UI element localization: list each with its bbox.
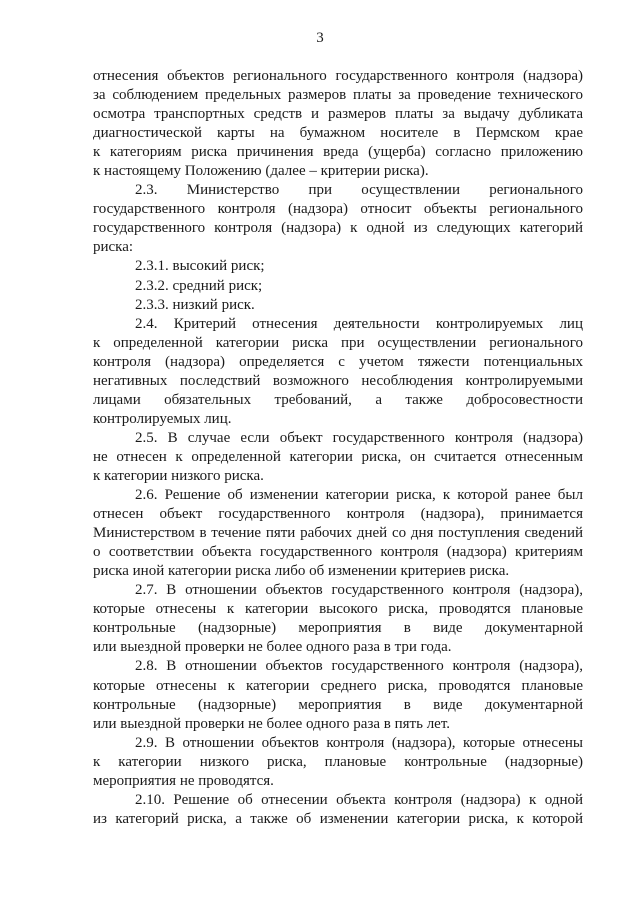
text-line: диагностической карты на бумажном носителе в Пермском крае bbox=[93, 125, 583, 142]
text-line: которые отнесены к категории высокого риска, проводятся плановые bbox=[93, 601, 583, 618]
text-line: мероприятия не проводятся. bbox=[93, 772, 274, 789]
text-line: 2.9. В отношении объектов контроля (надзора), которые отнесены bbox=[135, 734, 583, 751]
text-line: 2.8. В отношении объектов государственного контроля (надзора), bbox=[135, 658, 583, 675]
text-line: отнесения объектов регионального государственного контроля (надзора) bbox=[93, 68, 583, 84]
text-line: 2.5. В случае если объект государственного контроля (надзора) bbox=[135, 429, 583, 446]
text-line: Министерством в течение пяти рабочих дней со дня поступления сведений bbox=[93, 525, 583, 542]
text-line: 2.3.1. высокий риск; bbox=[135, 258, 265, 275]
text-line: 2.10. Решение об отнесении объекта контроля (надзора) к одной bbox=[135, 791, 583, 808]
document-body bbox=[93, 67, 583, 829]
text-line: из категорий риска, а также об изменении категории риска, к которой bbox=[93, 810, 583, 827]
text-line: к определенной категории риска при осуществлении регионального bbox=[93, 334, 583, 351]
text-line: риска: bbox=[93, 239, 134, 256]
text-line: 2.3.2. средний риск; bbox=[135, 277, 263, 294]
text-line: о соответствии объекта государственного контроля (надзора) критериям bbox=[93, 544, 583, 561]
text-line: 2.4. Критерий отнесения деятельности контролируемых лиц bbox=[135, 315, 583, 332]
text-line: или выездной проверки не более одного раза в три года. bbox=[93, 639, 452, 656]
text-line: лицами обязательных требований, а также добросовестности bbox=[93, 391, 583, 408]
text-line: контрольные (надзорные) мероприятия в виде документарной bbox=[93, 620, 583, 637]
text-line: 2.6. Решение об изменении категории риска, к которой ранее был bbox=[135, 487, 583, 504]
text-line: государственного контроля (надзора) относит объекты регионального bbox=[93, 201, 583, 218]
text-line: контроля (надзора) определяется с учетом тяжести потенциальных bbox=[93, 353, 583, 370]
text-line: не отнесен к определенной категории риска, он считается отнесенным bbox=[93, 448, 583, 465]
text-line: к категории низкого риска. bbox=[93, 467, 264, 484]
text-line: 2.3. Министерство при осуществлении регионального bbox=[135, 182, 583, 199]
text-line: к категориям риска причинения вреда (ущерба) согласно приложению bbox=[93, 144, 583, 161]
text-line: риска иной категории риска либо об изменении критериев риска. bbox=[93, 563, 510, 580]
text-line: к настоящему Положению (далее – критерии риска). bbox=[93, 163, 429, 180]
text-line: осмотра транспортных средств и размеров платы за выдачу дубликата bbox=[93, 106, 583, 123]
text-line: 2.3.3. низкий риск. bbox=[135, 296, 255, 313]
page-number: 3 bbox=[316, 30, 324, 46]
text-line: или выездной проверки не более одного раза в пять лет. bbox=[93, 715, 451, 732]
text-line: негативных последствий возможного несоблюдения контролируемыми bbox=[93, 372, 583, 389]
text-line: которые отнесены к категории среднего риска, проводятся плановые bbox=[93, 677, 583, 694]
text-line: контрольные (надзорные) мероприятия в виде документарной bbox=[93, 696, 583, 713]
text-line: государственного контроля (надзора) к одной из следующих категорий bbox=[93, 220, 583, 237]
text-line: к категории низкого риска, плановые контрольные (надзорные) bbox=[93, 753, 583, 770]
text-line: 2.7. В отношении объектов государственного контроля (надзора), bbox=[135, 582, 583, 599]
text-line: отнесен объект государственного контроля (надзора), принимается bbox=[93, 506, 583, 523]
text-line: контролируемых лиц. bbox=[93, 410, 232, 427]
text-line: за соблюдением предельных размеров платы за проведение технического bbox=[93, 87, 583, 104]
